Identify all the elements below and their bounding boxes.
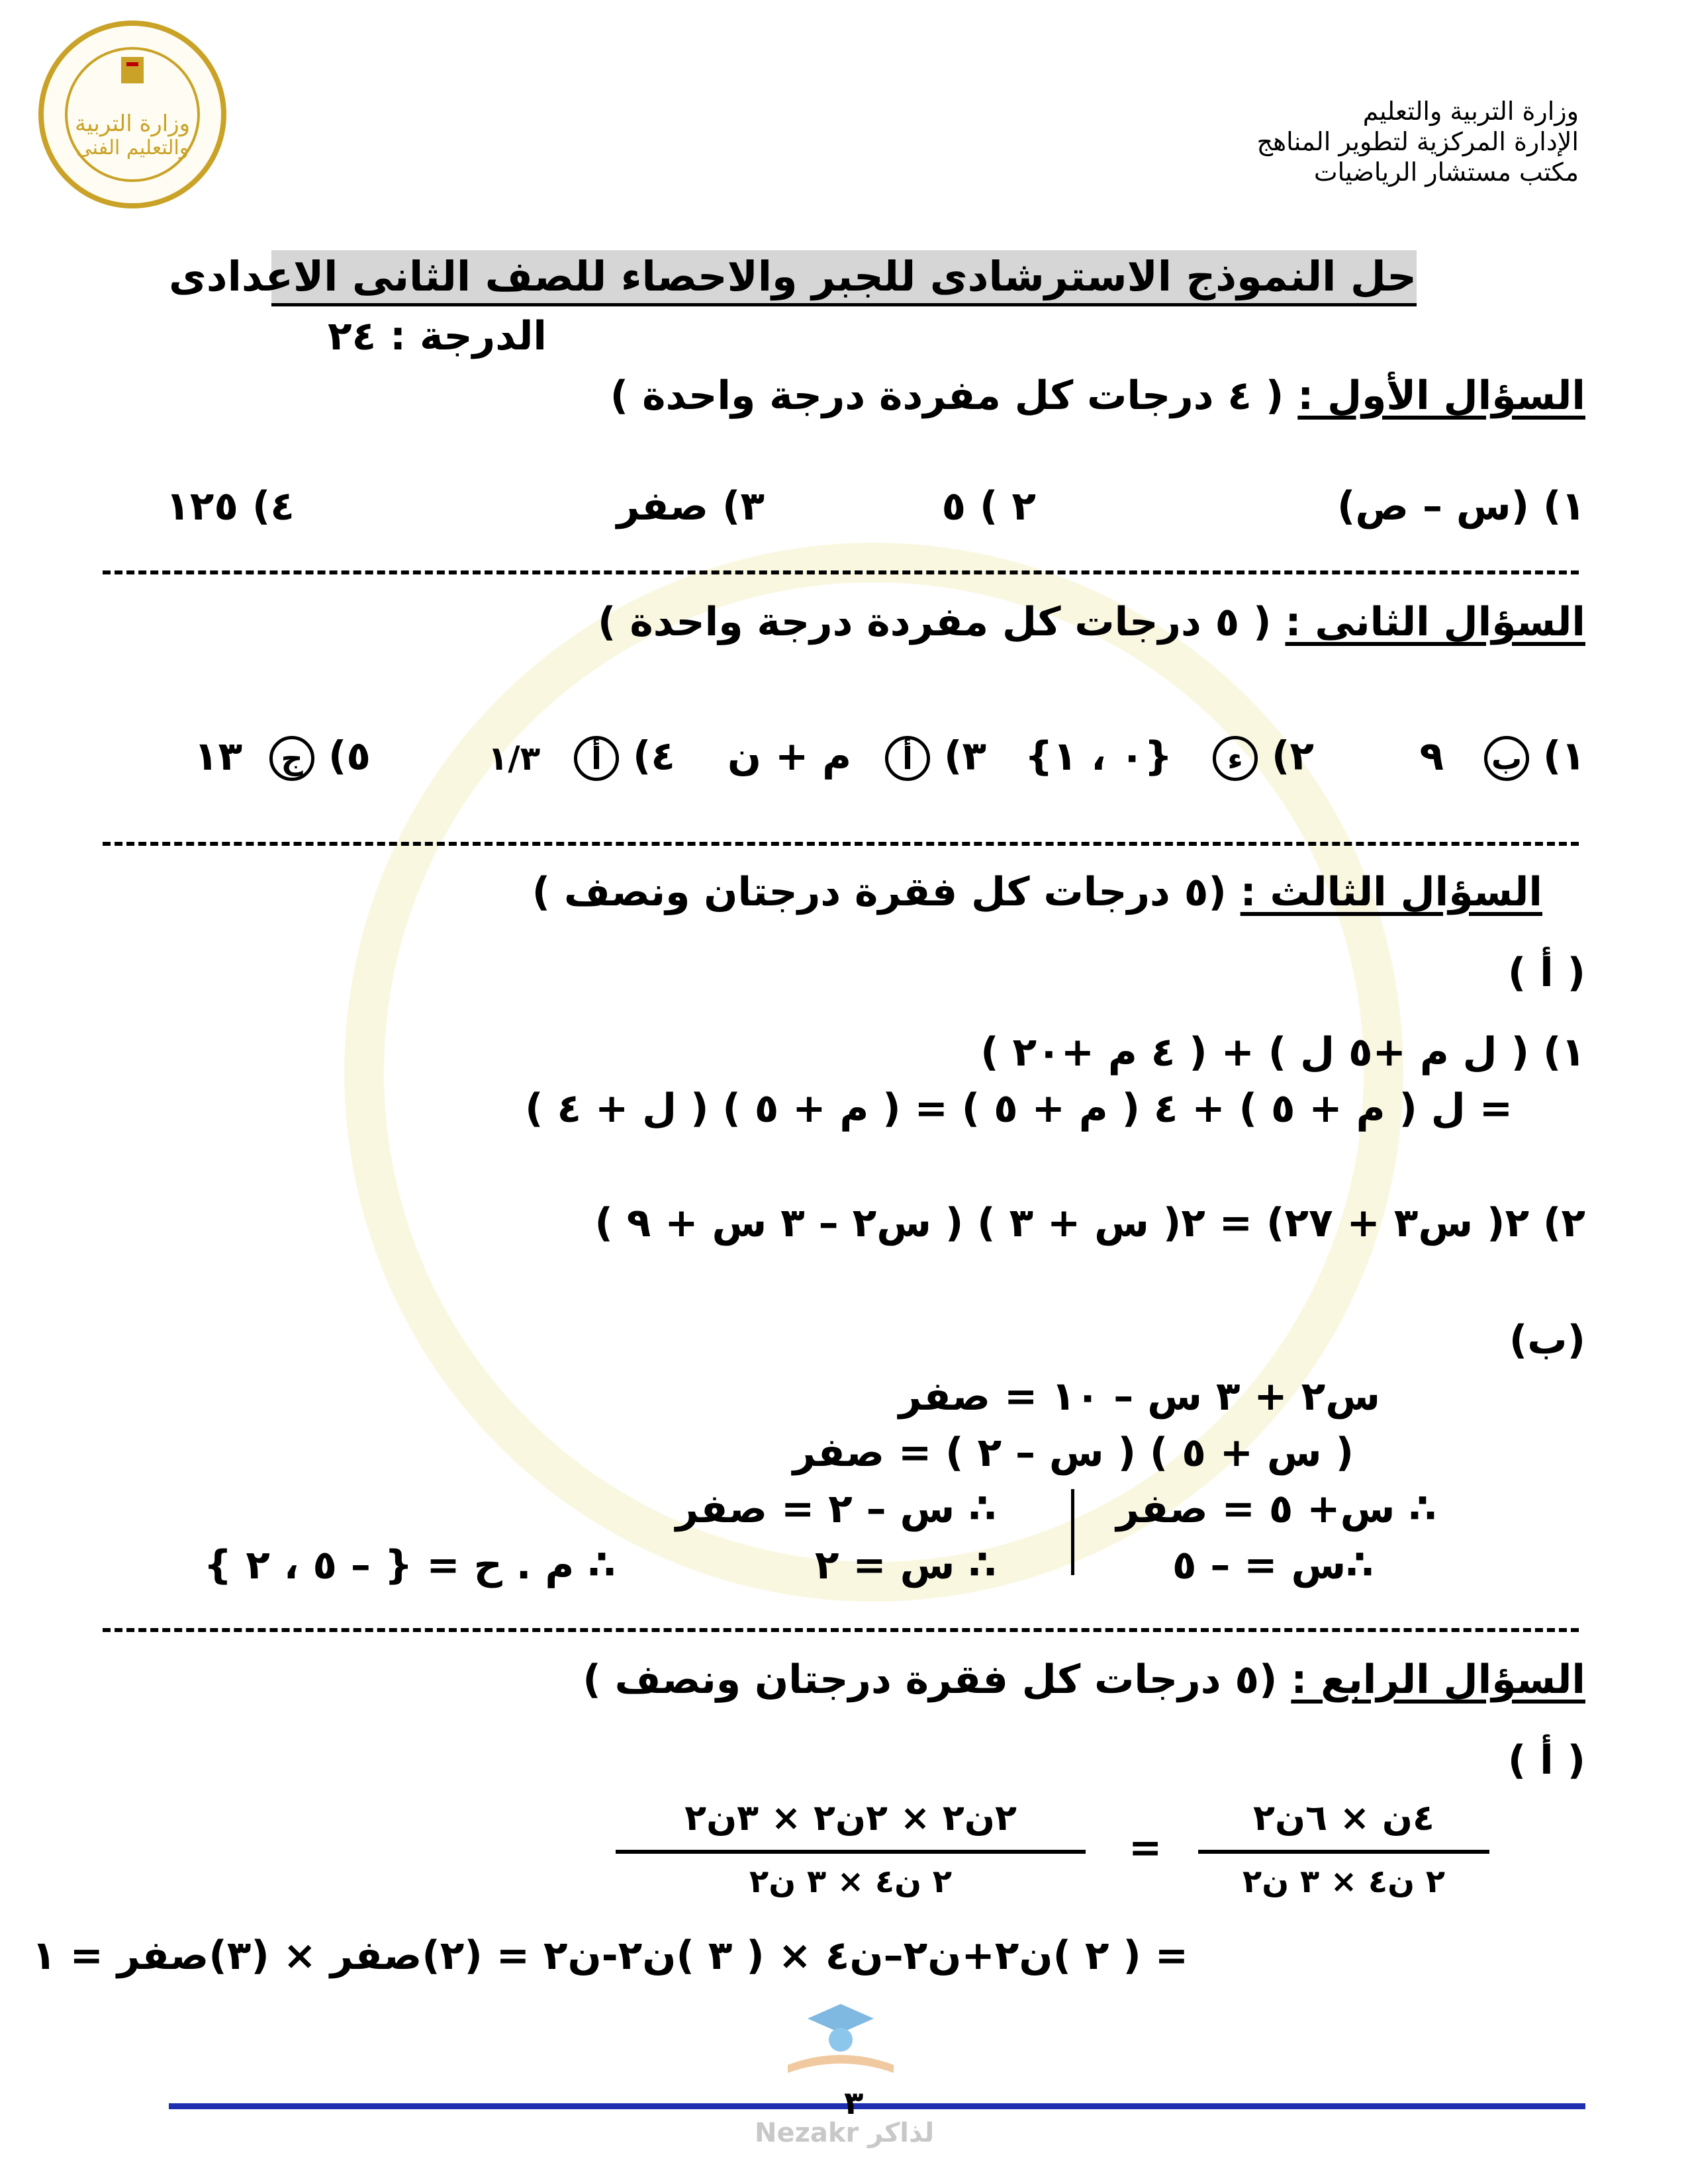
q3-part-b: (ب)	[1509, 1317, 1585, 1363]
divider	[103, 1628, 1579, 1632]
q1-marks: ( ٤ درجات كل مفردة درجة واحدة )	[610, 373, 1284, 419]
q2-a1-choice: ب	[1484, 736, 1529, 781]
footer-brand-logo	[748, 1999, 933, 2098]
q2-marks: ( ٥ درجات كل مفردة درجة واحدة )	[598, 599, 1272, 645]
q3-b-left1: ∴ س+ ٥ = صفر	[1116, 1486, 1436, 1532]
q4-line2: = ( ٢ )ن٢+ن٢–ن٤ × ( ٣ )ن٢-ن٢ = (٢)صفر × (٣)صفر = ١	[32, 1933, 1188, 1979]
q3-b-left2: ∴س = – ٥	[1172, 1542, 1374, 1588]
footer-brand: Nezakr لذاكر	[755, 2118, 935, 2148]
q2-a5-value: ١٣	[193, 733, 243, 780]
q4-marks: (٥ درجات كل فقرة درجتان ونصف )	[583, 1657, 1278, 1703]
q3-b-right1: ∴ س – ٢ = صفر	[675, 1486, 996, 1532]
q3-heading: السؤال الثالث :	[1240, 869, 1542, 915]
q2-heading: السؤال الثانى :	[1285, 599, 1585, 645]
ministry-line3: مكتب مستشار الرياضيات	[1313, 158, 1579, 187]
q4-part-a: ( أ )	[1507, 1737, 1585, 1784]
q2-a4-choice: أ	[574, 736, 619, 781]
q4-lhs-numerator: ٤ن × ٦ن٢	[1253, 1797, 1434, 1839]
q2-a2-num: ٢)	[1271, 733, 1314, 780]
q2-a2-value: {٠ ، ١}	[1024, 733, 1173, 780]
q4-rhs-denominator: ٢ ن٤ × ٣ ن٢	[749, 1863, 953, 1900]
q1-title	[610, 373, 1585, 419]
q2-answer-3	[727, 733, 986, 781]
footer-line	[169, 2103, 1585, 2109]
q1-answer-3: ٣) صفر	[616, 483, 765, 529]
q2-a3-value: م + ن	[727, 733, 852, 780]
q3-b-line2: ( س + ٥ ) ( س – ٢ ) = صفر	[792, 1430, 1354, 1476]
q3-marks: (٥ درجات كل فقرة درجتان ونصف )	[532, 869, 1227, 915]
q3-b-line1: س٢ + ٣ س – ١٠ = صفر	[898, 1373, 1380, 1420]
q2-a4-value: ١/٣	[487, 739, 541, 778]
svg-text:والتعليم الفنى: والتعليم الفنى	[75, 136, 189, 159]
q4-equals: =	[1129, 1825, 1162, 1871]
q2-answer-2	[1024, 733, 1314, 781]
q3-a2-line: ٢) ٢( س٣ + ٢٧) = ٢( س + ٣ ) ( س٢ – ٣ س + ٩ )	[594, 1200, 1585, 1246]
q2-answer-1	[1419, 733, 1585, 781]
q2-a1-value: ٩	[1419, 733, 1444, 780]
q2-a5-num: ٥)	[328, 733, 371, 780]
page-number: ٣	[844, 2085, 864, 2122]
q2-a2-choice: ء	[1213, 736, 1258, 781]
ministry-line1: وزارة التربية والتعليم	[1362, 97, 1579, 126]
q3-a1-line2: = ل ( م + ٥ ) + ٤ ( م + ٥ ) = ( م + ٥ ) ( ل + ٤ )	[525, 1085, 1513, 1132]
page-title: حل النموذج الاسترشادى للجبر والاحصاء للصف الثانى الاعدادى	[271, 250, 1417, 306]
ministry-line2: الإدارة المركزية لتطوير المناهج	[1256, 127, 1579, 156]
q1-heading: السؤال الأول :	[1297, 373, 1585, 419]
divider	[103, 570, 1579, 574]
svg-text:وزارة التربية: وزارة التربية	[74, 111, 191, 137]
q2-a1-num: ١)	[1542, 733, 1585, 780]
q4-rhs-fraction-bar	[616, 1850, 1086, 1854]
q2-a3-num: ٣)	[943, 733, 986, 780]
divider	[103, 842, 1579, 846]
q1-answer-4: ٤) ١٢٥	[165, 483, 295, 529]
q1-answer-1: ١) (س – ص)	[1336, 483, 1585, 529]
q1-answer-2: ٢ ) ٥	[941, 483, 1036, 529]
q2-answer-4	[487, 733, 675, 781]
ministry-header	[1257, 96, 1579, 187]
q4-lhs-fraction-bar	[1198, 1850, 1489, 1854]
q3-part-a: ( أ )	[1507, 950, 1585, 996]
q2-title	[598, 599, 1585, 645]
q4-title	[583, 1657, 1585, 1703]
q4-heading: السؤال الرابع :	[1291, 1657, 1585, 1703]
q2-answer-5	[193, 733, 371, 781]
grade: الدرجة : ٢٤	[328, 313, 547, 359]
q2-a4-num: ٤)	[632, 733, 675, 780]
q2-a3-choice: أ	[885, 736, 930, 781]
q3-title	[532, 869, 1542, 915]
q2-a5-choice: ج	[269, 736, 314, 781]
q3-a1-line1: ١) ( ل م +٥ ل ) + ( ٤ م +٢٠ )	[980, 1029, 1585, 1075]
vertical-divider	[1071, 1489, 1074, 1575]
ministry-logo	[36, 19, 228, 210]
q3-b-solution: ∴ م . ح = { – ٥ ، ٢ }	[203, 1542, 616, 1588]
q3-b-right2: ∴ س = ٢	[814, 1542, 996, 1588]
q4-rhs-numerator: ٢ن٢ × ٢ن٢ × ٣ن٢	[684, 1797, 1017, 1839]
q4-lhs-denominator: ٢ ن٤ × ٣ ن٢	[1242, 1863, 1446, 1900]
